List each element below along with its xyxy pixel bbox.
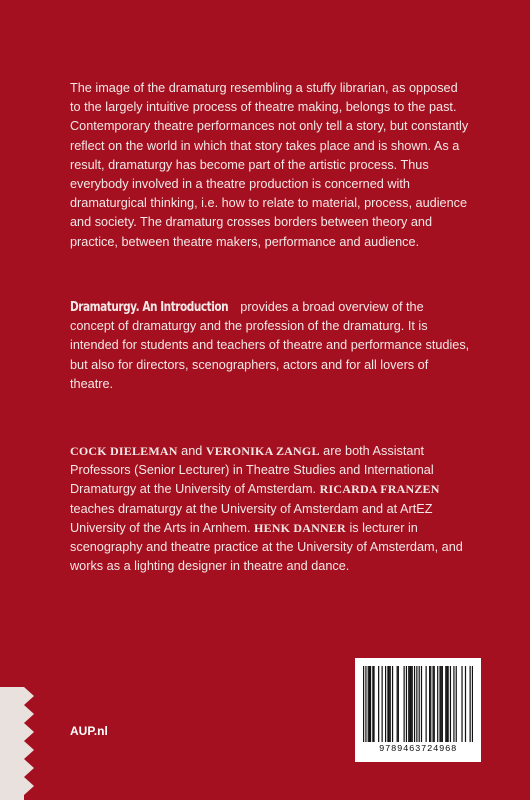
description-paragraph-2 <box>70 298 470 394</box>
barcode-bar <box>465 666 466 742</box>
barcode-bar <box>450 666 451 742</box>
author-name: RICARDA FRANZEN <box>319 482 440 497</box>
barcode-bar <box>373 666 374 742</box>
isbn-number: 9789463724968 <box>378 744 457 754</box>
publisher-website: AUP.nl <box>70 724 108 738</box>
barcode-bar <box>406 666 407 742</box>
barcode-bar <box>437 666 438 742</box>
barcode-bar <box>419 666 420 742</box>
author-bios <box>70 442 480 576</box>
barcode-bar <box>398 666 399 742</box>
barcode-bar <box>369 666 370 742</box>
barcode-bar <box>363 666 364 742</box>
barcode-bar <box>408 666 409 742</box>
barcode-bar <box>439 666 440 742</box>
barcode-bar <box>448 666 449 742</box>
author-bio-text: is lecturer in scenography and theatre practice at the University of Amsterdam, and works as a lighting designer in theatre and dance. <box>70 520 463 574</box>
book-title: Dramaturgy. An Introduction <box>70 299 229 315</box>
barcode-bar <box>472 666 473 742</box>
barcode-bar <box>370 666 371 742</box>
barcode-bar <box>412 666 413 742</box>
barcode-bar <box>416 666 417 742</box>
publisher-logo-edge <box>0 687 38 800</box>
description-paragraph-2-text: provides a broad overview of the concept of dramaturgy and the profession of the dramaturg. It is intended for students and teachers of theatre and performance studies, but also for directors, scenographers, actors and for all lovers of theatre. <box>70 300 470 391</box>
author-name: VERONIKA ZANGL <box>205 444 320 458</box>
barcode-bar <box>365 666 366 742</box>
barcode-bar <box>404 666 405 742</box>
author-bio-text: are both Assistant Professors (Senior Lecturer) in Theatre Studies and International Dramaturgy at the University of Amsterdam. <box>70 444 434 497</box>
barcode-bar <box>441 666 442 742</box>
barcode-bar <box>414 666 415 742</box>
barcode-bar <box>372 666 373 742</box>
author-name: HENK DANNER <box>254 520 346 535</box>
barcode-bar <box>368 666 369 742</box>
barcode-bar <box>378 666 379 742</box>
barcode-bar <box>429 666 430 742</box>
barcode-bar <box>426 666 427 742</box>
barcode-bar <box>409 666 410 742</box>
barcode <box>355 658 481 762</box>
barcode-bar <box>446 666 447 742</box>
author-bio-text: and <box>177 444 206 458</box>
barcode-bar <box>434 666 435 742</box>
barcode-bar <box>445 666 446 742</box>
author-name: COCK DIELEMAN <box>70 444 178 458</box>
barcode-bar <box>390 666 391 742</box>
barcode-bars <box>363 666 473 742</box>
barcode-bar <box>461 666 462 742</box>
barcode-bar <box>442 666 443 742</box>
barcode-bar <box>410 666 411 742</box>
barcode-bar <box>453 666 454 742</box>
barcode-bar <box>430 666 431 742</box>
barcode-bar <box>388 666 389 742</box>
barcode-bar <box>385 666 386 742</box>
barcode-bar <box>456 666 457 742</box>
barcode-bar <box>432 666 433 742</box>
author-bio-text: teaches dramaturgy at the University of Amsterdam and at ArtEZ University of the Arts in Arnhem. <box>70 501 433 535</box>
description-paragraph-1: The image of the dramaturg resembling a stuffy librarian, as opposed to the largely intuitive process of theatre making, belongs to the past. Contemporary theatre performances not only tell a story, but constantly reflect on the world in which that story takes place and is shown. As a result, dramaturgy has become part of the artistic process. Thus everybody involved in a theatre production is concerned with dramaturgical thinking, i.e. how to relate to material, process, audience and society. The dramaturg crosses borders between theory and practice, between theatre makers, performance and audience. <box>70 81 469 249</box>
barcode-bar <box>421 666 422 742</box>
barcode-bar <box>470 666 471 742</box>
barcode-bar <box>397 666 398 742</box>
barcode-bar <box>387 666 388 742</box>
barcode-bar <box>392 666 393 742</box>
barcode-bar <box>382 666 383 742</box>
